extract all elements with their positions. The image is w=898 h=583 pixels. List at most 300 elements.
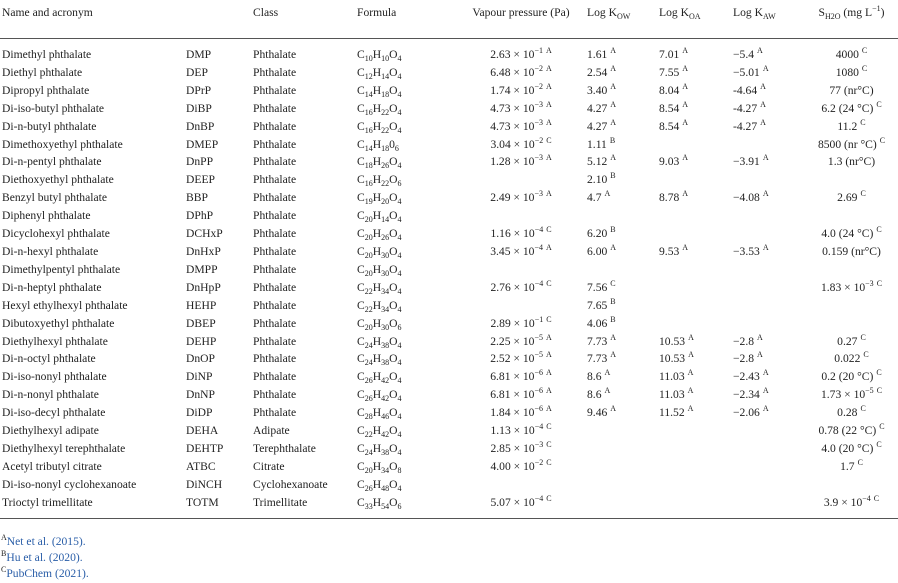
cell-log-kow [587,118,659,136]
compound-name: Trioctyl trimellitate [2,495,93,509]
formula-element: H [372,352,382,366]
header-name-text: Name and acronym [2,6,93,19]
kow-source: A [604,368,611,378]
vp-mantissa: 2.63 [490,48,511,61]
cell-name [0,458,186,476]
cell-name [0,297,186,315]
formula-count: 6 [397,322,402,332]
cell-acronym [186,64,253,82]
vp-source: A [545,81,552,91]
formula-count: 20 [364,250,373,260]
formula-count: 4 [397,304,402,314]
compound-class: Trimellitate [253,495,308,509]
formula-count: 30 [381,322,390,332]
vp-source: C [546,493,552,503]
compound-name: Di-iso-nonyl phthalate [2,370,107,384]
table-row [0,386,898,404]
formula-element: H [372,83,382,97]
formula-element: H [372,459,382,473]
cell-log-kow [587,39,659,64]
cell-solubility [805,368,898,386]
cell-acronym [186,100,253,118]
sw-value: 0.022 [834,352,861,366]
cell-log-kaw [733,261,805,279]
kow-value: 7.65 [587,298,608,312]
formula-count: 30 [381,250,390,260]
compound-acronym: DBEP [186,316,216,330]
koa-value: 10.53 [659,334,686,348]
cell-solubility [805,189,898,207]
koa-value: 10.53 [659,352,686,366]
kaw-value: −4.08 [733,191,760,205]
cell-vapour-pressure [455,82,587,100]
cell-solubility [805,243,898,261]
formula-count: 4 [397,250,402,260]
compound-acronym: BBP [186,191,208,205]
formula-count: 20 [364,322,373,332]
table-row [0,64,898,82]
cell-log-kow [587,64,659,82]
cell-vapour-pressure [455,189,587,207]
formula-element: O [389,191,398,205]
cell-vapour-pressure [455,118,587,136]
cell-log-kaw [733,153,805,171]
compound-class: Phthalate [253,209,297,223]
cell-class [253,261,357,279]
compound-name: Diethyl phthalate [2,65,83,79]
koa-source: A [688,350,694,360]
cell-vapour-pressure [455,333,587,351]
sw-exponent: −4 [862,493,871,503]
formula-element: H [372,173,382,187]
formula-element: C [357,101,365,115]
koa-source: A [682,81,689,91]
cell-log-kaw [733,136,805,154]
compound-class: Adipate [253,424,290,438]
cell-vapour-pressure [455,64,587,82]
formula-count: 16 [364,179,373,189]
cell-class [253,82,357,100]
table-row [0,189,898,207]
sw-value: 4.0 (20 °C) [821,441,874,455]
formula-element: O [389,334,398,348]
cell-solubility [805,207,898,225]
table-row [0,243,898,261]
kow-value: 7.73 [587,352,608,366]
footnote-mark: B [1,549,7,558]
compound-class: Phthalate [253,173,297,187]
sw-source: C [861,63,868,73]
formula-element: C [357,316,365,330]
header-log-kaw [733,0,805,39]
vp-mantissa: 2.25 [490,334,511,348]
cell-log-koa [659,368,733,386]
footnote-link[interactable]: Net et al. (2015). [6,535,86,548]
formula-count: 4 [397,125,402,135]
formula-element: H [372,244,382,258]
formula-count: 22 [381,179,390,189]
koa-source: A [682,189,689,199]
compound-class: Phthalate [253,262,297,276]
sw-source: C [879,422,885,432]
table-row [0,368,898,386]
cell-formula [357,440,455,458]
cell-acronym [186,171,253,189]
formula-count: 16 [364,125,373,135]
formula-count: 4 [397,197,402,207]
kow-value: 9.46 [587,406,608,420]
cell-name [0,279,186,297]
compound-class: Terephthalate [253,441,316,455]
cell-formula [357,368,455,386]
cell-formula [357,297,455,315]
cell-name [0,82,186,100]
formula-count: 22 [381,125,390,135]
header-log-koa [659,0,733,39]
formula-count: 14 [381,215,390,225]
formula-element: O [389,352,398,366]
formula-count: 4 [397,376,402,386]
formula-count: 20 [364,215,373,225]
sw-value: 2.69 [837,191,858,205]
vp-exponent: −6 [534,386,543,396]
cell-solubility [805,404,898,422]
kaw-source: A [762,404,769,414]
cell-acronym [186,279,253,297]
formula-count: 6 [394,143,399,153]
vp-mantissa: 6.81 [490,388,511,402]
formula-element: H [372,388,382,402]
kow-value: 4.27 [587,119,608,133]
cell-acronym [186,153,253,171]
cell-vapour-pressure [455,404,587,422]
cell-name [0,261,186,279]
cell-formula [357,171,455,189]
cell-log-kaw [733,39,805,64]
sw-source: C [860,117,866,127]
formula-element: H [372,227,382,241]
header-koa-sub: OA [688,12,701,21]
formula-element: O [389,406,398,420]
formula-count: 6 [397,179,402,189]
kaw-value: -4.27 [733,101,758,115]
cell-class [253,476,357,494]
vp-mantissa: 6.48 [490,65,511,79]
kow-source: A [610,46,617,55]
formula-element: H [372,65,382,79]
footnote [1,566,89,582]
cell-class [253,440,357,458]
kaw-source: A [760,99,766,109]
cell-formula [357,350,455,368]
vp-times-ten: × 10 [510,48,535,61]
cell-formula [357,333,455,351]
kaw-value: −5.01 [733,65,760,79]
table-body [0,39,898,519]
formula-count: 42 [381,430,390,440]
cell-solubility [805,118,898,136]
sw-source: C [876,368,882,378]
cell-vapour-pressure [455,279,587,297]
formula-element: H [372,209,382,223]
cell-log-kow [587,315,659,333]
cell-class [253,207,357,225]
cell-log-koa [659,39,733,64]
koa-value: 7.01 [659,48,680,61]
vp-exponent: −4 [534,422,544,432]
kow-source: A [610,63,617,73]
cell-class [253,315,357,333]
vp-mantissa: 1.13 [490,424,511,438]
header-sw-unit-end: ) [880,6,885,19]
cell-formula [357,386,455,404]
vp-times-ten: × 10 [510,316,535,330]
table-row [0,404,898,422]
sw-source: C [873,493,880,503]
cell-name [0,153,186,171]
cell-solubility [805,350,898,368]
formula-count: 42 [381,394,390,404]
cell-formula [357,458,455,476]
cell-acronym [186,350,253,368]
cell-acronym [186,243,253,261]
vp-exponent: −6 [534,368,543,378]
sw-value: 1.7 [840,459,855,473]
table-row [0,225,898,243]
cell-vapour-pressure [455,476,587,494]
cell-vapour-pressure [455,207,587,225]
cell-class [253,225,357,243]
formula-count: 4 [397,89,402,99]
vp-times-ten: × 10 [510,280,535,294]
sw-value: 0.159 (nr°C) [822,244,881,258]
vp-times-ten: × 10 [510,227,535,241]
cell-log-kow [587,243,659,261]
cell-log-koa [659,315,733,333]
formula-count: 38 [381,358,390,368]
vp-exponent: −1 [534,314,544,324]
vp-exponent: −3 [534,189,543,199]
kaw-value: -4.27 [733,119,758,133]
formula-count: 14 [364,89,373,99]
formula-element: H [372,495,382,509]
vp-source: A [545,189,552,199]
cell-formula [357,189,455,207]
vp-source: A [545,63,552,73]
kaw-source: A [760,81,766,91]
cell-log-koa [659,279,733,297]
formula-element: H [372,441,382,455]
vp-exponent: −3 [534,117,543,127]
cell-vapour-pressure [455,350,587,368]
koa-value: 11.52 [659,406,685,420]
header-name [0,0,253,39]
formula-element: O [389,244,398,258]
formula-element: C [357,459,365,473]
header-kaw-sub: AW [762,12,776,21]
cell-acronym [186,118,253,136]
vp-times-ten: × 10 [510,119,535,133]
cell-log-kaw [733,494,805,518]
vp-mantissa: 1.74 [490,83,511,97]
compound-name: Di-n-butyl phthalate [2,119,97,133]
koa-value: 8.04 [659,83,680,97]
cell-name [0,315,186,333]
formula-element: O [389,280,398,294]
formula-count: 24 [364,340,373,350]
formula-count: 18 [381,89,390,99]
cell-solubility [805,315,898,333]
cell-formula [357,315,455,333]
formula-count: 4 [397,107,402,117]
cell-class [253,243,357,261]
cell-log-kow [587,171,659,189]
formula-count: 26 [364,394,373,404]
compound-acronym: DnHxP [186,244,221,258]
cell-class [253,458,357,476]
formula-element: O [389,65,398,79]
kaw-source: A [762,386,769,396]
compound-class: Phthalate [253,370,297,384]
cell-log-kow [587,350,659,368]
cell-class [253,350,357,368]
sw-value: 0.28 [837,406,858,420]
vp-mantissa: 2.85 [490,441,511,455]
cell-log-koa [659,118,733,136]
sw-exponent: −5 [865,386,874,396]
cell-log-kow [587,225,659,243]
kow-source: A [604,189,611,199]
compound-name: Dimethylpentyl phthalate [2,262,121,276]
kaw-value: -4.64 [733,83,758,97]
cell-log-koa [659,386,733,404]
cell-solubility [805,39,898,64]
koa-value: 8.78 [659,191,680,205]
kow-source: A [610,99,617,109]
formula-count: 24 [364,358,373,368]
cell-vapour-pressure [455,422,587,440]
vp-source: A [545,242,552,252]
kaw-source: A [762,189,769,199]
formula-count: 20 [364,465,373,475]
header-sw-main: S [818,6,825,19]
cell-solubility [805,333,898,351]
cell-vapour-pressure [455,153,587,171]
kow-source: B [610,225,616,235]
koa-source: A [682,117,689,127]
sw-value: 0.2 (20 °C) [821,370,874,384]
cell-log-koa [659,458,733,476]
cell-solubility [805,100,898,118]
vp-mantissa: 2.49 [490,191,511,205]
formula-element: O [389,209,398,223]
table-row [0,315,898,333]
formula-count: 4 [397,71,402,81]
header-sw-unit-sup: −1 [872,4,881,13]
vp-mantissa: 4.00 [490,459,511,473]
footnote-link[interactable]: Hu et al. (2020). [6,551,83,564]
compound-acronym: DnOP [186,352,215,366]
compound-name: Diethoxyethyl phthalate [2,173,114,187]
koa-source: A [682,153,689,163]
formula-element: H [372,119,382,133]
compound-acronym: DPhP [186,209,214,223]
formula-element: H [372,48,382,61]
cell-name [0,440,186,458]
cell-acronym [186,404,253,422]
header-row [0,0,898,39]
formula-count: 4 [397,233,402,243]
cell-log-kow [587,458,659,476]
table-row [0,494,898,518]
formula-element: O [389,155,398,169]
formula-element: C [357,244,365,258]
cell-vapour-pressure [455,225,587,243]
cell-formula [357,225,455,243]
formula-element: O [389,424,398,438]
sw-value: 3.9 × 10 [823,495,863,509]
formula-element: C [357,298,365,312]
kaw-value: −5.4 [733,48,755,61]
compound-class: Citrate [253,459,285,473]
header-vp-text: Vapour pressure (Pa) [472,6,570,19]
koa-source: A [682,46,689,55]
table-header [0,0,898,39]
vp-source: A [545,99,552,109]
kow-value: 2.54 [587,65,608,79]
cell-class [253,171,357,189]
cell-acronym [186,386,253,404]
formula-element: C [357,227,365,241]
kaw-source: A [757,46,763,55]
sw-source: C [876,225,882,235]
header-class [253,0,357,39]
formula-count: 14 [364,143,373,153]
formula-count: 33 [364,501,373,511]
cell-acronym [186,189,253,207]
sw-source: C [876,99,882,109]
cell-log-kow [587,153,659,171]
cell-log-kow [587,261,659,279]
table-row [0,136,898,154]
compound-class: Phthalate [253,48,297,61]
vp-source: C [546,439,552,449]
cell-name [0,243,186,261]
kow-value: 3.40 [587,83,608,97]
compound-acronym: DiBP [186,101,212,115]
sw-source: C [861,46,868,55]
vp-times-ten: × 10 [510,441,535,455]
vp-source: C [546,278,552,288]
formula-element: C [357,406,365,420]
cell-class [253,64,357,82]
vp-mantissa: 4.73 [490,119,511,133]
sw-source: C [860,189,866,199]
footnote [1,534,89,550]
cell-acronym [186,82,253,100]
formula-count: 4 [397,430,402,440]
footnote-link[interactable]: PubChem (2021). [6,567,89,580]
formula-count: 4 [397,215,402,225]
cell-log-kaw [733,458,805,476]
sw-value: 1.3 (nr°C) [827,155,876,169]
vp-mantissa: 2.52 [490,352,511,366]
cell-formula [357,153,455,171]
compound-class: Phthalate [253,352,297,366]
kow-value: 8.6 [587,388,602,402]
cell-log-koa [659,350,733,368]
compound-class: Cyclohexanoate [253,477,328,491]
